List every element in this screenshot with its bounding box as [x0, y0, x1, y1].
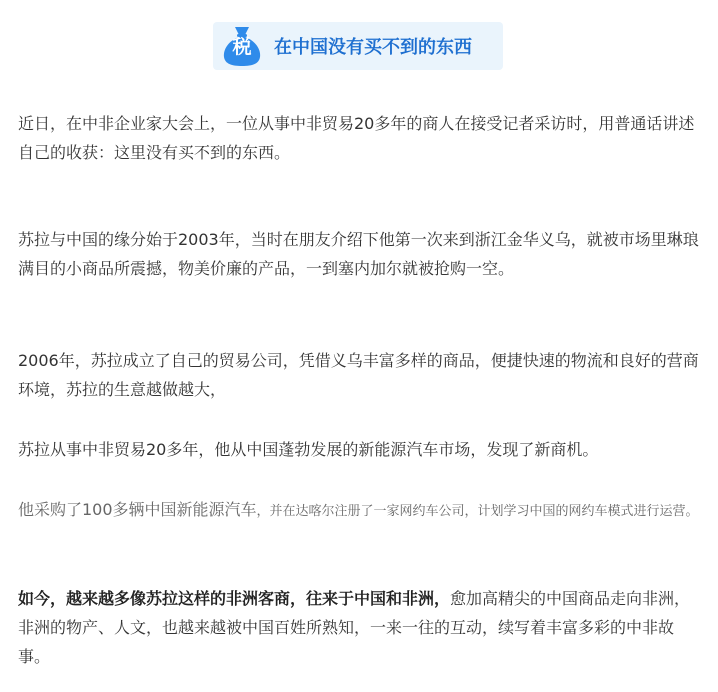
paragraph-conclusion-bold: 如今，越来越多像苏拉这样的非洲客商，往来于中国和非洲， [18, 589, 451, 608]
paragraph-company: 2006年，苏拉成立了自己的贸易公司，凭借义乌丰富多样的商品，便捷快速的物流和良好的营商环境，苏拉的生意越做越大， [18, 351, 699, 399]
header-title: 在中国没有买不到的东西 [274, 37, 472, 58]
tax-badge-label: 税 [232, 36, 252, 58]
paragraph-ride-hailing [18, 495, 700, 526]
paragraph-conclusion [18, 584, 700, 671]
paragraph-intro: 近日，在中非企业家大会上，一位从事中非贸易20多年的商人在接受记者采访时，用普通话讲述自己的收获：这里没有买不到的东西。 [18, 114, 695, 162]
paragraph-ride-hailing-rest: ，并在达喀尔注册了一家网约车公司，计划学习中国的网约车模式进行运营。 [256, 504, 699, 519]
paragraph-conclusion-rest: 愈加高精尖的中国商品走向非洲，非洲的物产、人文，也越来越被中国百姓所熟知，一来一往的互动，续写着丰富多彩的中非故事。 [18, 589, 691, 666]
paragraph-ride-hailing-lead: 他采购了100多辆中国新能源汽车 [18, 500, 257, 519]
tax-bag-icon [220, 24, 264, 68]
paragraph-origin: 苏拉与中国的缘分始于2003年，当时在朋友介绍下他第一次来到浙江金华义乌，就被市场里琳琅满目的小商品所震撼，物美价廉的产品，一到塞内加尔就被抢购一空。 [18, 230, 699, 278]
section-header [213, 22, 503, 70]
paragraph-new-opportunity: 苏拉从事中非贸易20多年，他从中国蓬勃发展的新能源汽车市场，发现了新商机。 [18, 440, 599, 459]
